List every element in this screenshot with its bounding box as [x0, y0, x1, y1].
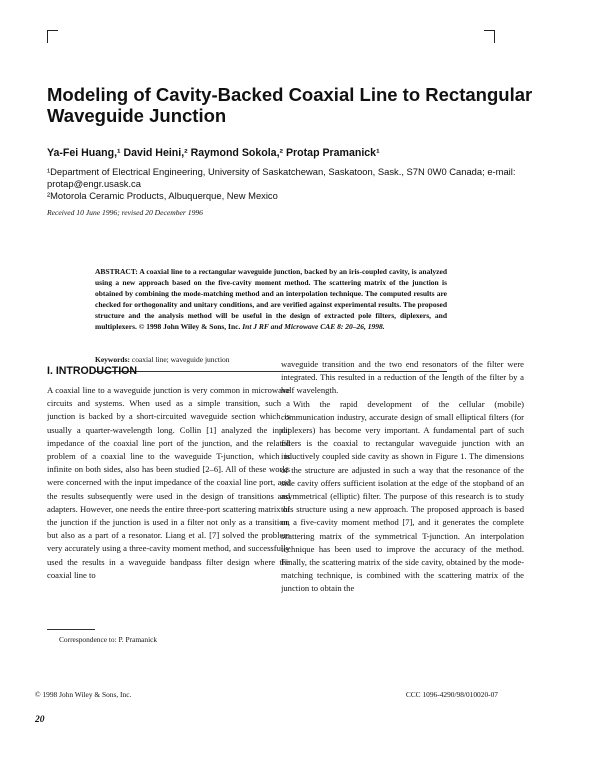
section-heading: I. INTRODUCTION — [47, 365, 138, 377]
keywords-label: Keywords: — [95, 355, 130, 364]
abstract-label: ABSTRACT: — [95, 267, 138, 276]
abstract-citation: Int J RF and Microwave CAE 8: 20–26, 1998. — [242, 322, 385, 331]
abstract-copyright: © 1998 John Wiley & Sons, Inc. — [138, 322, 241, 331]
crop-mark-left — [47, 30, 58, 43]
paper-title: Modeling of Cavity-Backed Coaxial Line to Rectangular Waveguide Junction — [47, 84, 533, 126]
affiliation-2: ²Motorola Ceramic Products, Albuquerque, New Mexico — [47, 190, 278, 201]
affiliation-1: ¹Department of Electrical Engineering, University of Saskatchewan, Saskatoon, Sask., S7N 0W0 Canada; e-mail: protap@engr.usask.ca — [47, 166, 516, 189]
intro-paragraph-1: A coaxial line to a waveguide junction is very common in microwave circuits and systems. When used as a simple transition, such a junction is backed by a short-circuited waveguide section which is usually a quarter-wavelength long. Collin [1] analyzed the input impedance of the coaxial line port of the junction, and the related problem of a coaxial line to the waveguide T-junction, which is infinite on both sides, also has been studied [2–6]. All of these works were concerned with the input impedance of the coaxial line port, and the results subsequently were used in the design of transitions and adapters. However, one needs the entire three-port scattering matrix of the junction if the junction is used in a filter not only as a transition, but also as a part of a resonator. Liang et al. [7] solved the problem very accurately using a three-cavity moment method, and successfully used the results in a waveguide bandpass filter design where the coaxial line to — [47, 385, 290, 580]
page-number: 20 — [35, 715, 45, 725]
footer-ccc-code: CCC 1096-4290/98/010020-07 — [405, 690, 498, 699]
correspondence-footnote: Correspondence to: P. Pramanick — [59, 635, 158, 644]
received-dates: Received 10 June 1996; revised 20 December 1996 — [47, 208, 203, 217]
abstract-text: A coaxial line to a rectangular waveguide junction, backed by an iris-coupled cavity, is analyzed using a new approach based on the five-cavity moment method. The scattering matrix of the junction is obtained by combining the mode-matching method and an interpolation technique. The computed results are checked for orthogonality and unitary conditions, and are verified against experimental results. The proposed structure and the analysis method will be useful in the design of extracted pole filters, diplexers, and multiplexers. — [95, 267, 447, 331]
crop-mark-right — [484, 30, 495, 43]
keywords-text: coaxial line; waveguide junction — [131, 355, 230, 364]
author-list: Ya-Fei Huang,¹ David Heini,² Raymond Sokola,² Protap Pramanick¹ — [47, 147, 380, 159]
abstract — [95, 266, 447, 332]
footer-copyright: © 1998 John Wiley & Sons, Inc. — [35, 690, 132, 699]
column-right — [281, 358, 524, 662]
intro-paragraph-continued: waveguide transition and the two end resonators of the filter were integrated. This resulted in a reduction of the length of the filter by a half wavelength. — [281, 359, 524, 396]
column-left — [47, 384, 290, 622]
footnote-rule — [47, 629, 95, 630]
intro-paragraph-2: With the rapid development of the cellular (mobile) communication industry, accurate design of small elliptical filters (for diplexers) has become very important. A fundamental part of such filters is the coaxial to rectangular waveguide junction with an inductively coupled side cavity as shown in Figure 1. The dimensions of the structure are adjusted in such a way that the resonance of the side cavity offers sufficient isolation at the edge of the stopband of an asymmetrical (elliptic) filter. The purpose of this research is to study this structure using a new approach. The proposed approach is based on a five-cavity moment method [7], and it generates the complete scattering matrix of the symmetrical T-junction. An interpolation technique has been used to improve the accuracy of the method. Finally, the scattering matrix of the side cavity, obtained by the mode-matching technique, is combined with the scattering matrix of the junction to obtain the — [281, 398, 524, 594]
